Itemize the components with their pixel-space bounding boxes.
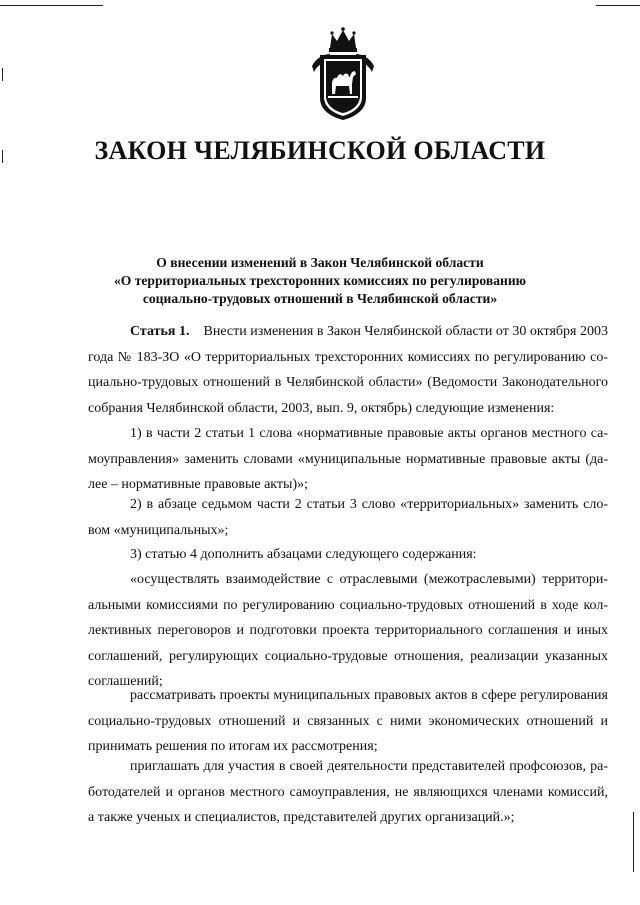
document-subtitle <box>60 254 580 308</box>
paragraph-line: лективных переговоров и подготовки проекта территориального соглашения и иных <box>88 623 608 638</box>
coat-of-arms-emblem <box>308 22 378 122</box>
scan-artifact-top-left <box>0 5 103 6</box>
quoted-paragraph-2 <box>88 683 608 760</box>
article-1-paragraph <box>88 319 608 421</box>
paragraph-line: альными комиссиями по регулированию социально-трудовых отношений в ходе кол- <box>88 597 608 613</box>
quoted-paragraph-3 <box>88 754 608 831</box>
subtitle-line: О внесении изменений в Закон Челябинской области <box>156 255 484 270</box>
paragraph-line: социально-трудовых отношений и связанных с ними экономических отношений и <box>88 713 608 729</box>
paragraph-line: приглашать для участия в своей деятельности представителей профсоюзов, ра- <box>130 759 608 774</box>
paragraph-line: вом «муниципальных»; <box>88 522 229 538</box>
coat-of-arms-icon <box>308 22 378 122</box>
paragraph-line: 3) статью 4 дополнить абзацами следующего содержания: <box>130 547 477 562</box>
paragraph-line: лее – нормативные правовые акты)»; <box>88 477 309 492</box>
scan-artifact-left-mark <box>2 68 3 81</box>
document-title: ЗАКОН ЧЕЛЯБИНСКОЙ ОБЛАСТИ <box>94 136 546 165</box>
quoted-paragraph-1 <box>88 567 608 695</box>
paragraph-line: рассматривать проекты муниципальных правовых актов в сфере регулирования <box>130 688 608 703</box>
paragraph-line: принимать решения по итогам их рассмотрения; <box>88 739 378 754</box>
paragraph-line: Внести изменения в Закон Челябинской области от 30 октября 2003 <box>203 324 609 339</box>
scan-artifact-top-right <box>596 5 640 6</box>
amendment-3-paragraph <box>88 542 608 568</box>
paragraph-line: 2) в абзаце седьмом части 2 статьи 3 слово «территориальных» заменить сло- <box>130 497 608 512</box>
paragraph-line: собрания Челябинской области, 2003, вып. 9, октябрь) следующие изменения: <box>88 400 555 416</box>
scan-artifact-right-mark <box>633 812 634 872</box>
paragraph-line: года № 183-ЗО «О территориальных трехсторонних комиссиях по регулированию со- <box>88 349 608 365</box>
article-label: Статья 1. <box>130 324 190 339</box>
paragraph-line: моуправления» заменить словами «муниципальные нормативные правовые акты (да- <box>88 451 608 467</box>
paragraph-line: 1) в части 2 статьи 1 слова «нормативные правовые акты органов местного са- <box>130 426 608 441</box>
paragraph-line: а также ученых и специалистов, представителей других организаций.»; <box>88 810 515 825</box>
subtitle-line: «О территориальных трехсторонних комиссиях по регулированию <box>113 273 527 288</box>
paragraph-line: циально-трудовых отношений в Челябинской области» (Ведомости Законодательного <box>88 375 608 390</box>
paragraph-line: «осуществлять взаимодействие с отраслевыми (межотраслевыми) территори- <box>130 572 608 587</box>
paragraph-line: ботодателей и органов местного самоуправления, не являющихся членами комиссий, <box>88 784 608 800</box>
paragraph-line: соглашений; <box>88 674 163 689</box>
amendment-2-paragraph <box>88 492 608 543</box>
amendment-1-paragraph <box>88 421 608 498</box>
paragraph-line: соглашений, регулирующих социально-трудовые отношения, реализации указанных <box>88 648 608 664</box>
subtitle-line: социально-трудовых отношений в Челябинской области» <box>142 291 498 306</box>
